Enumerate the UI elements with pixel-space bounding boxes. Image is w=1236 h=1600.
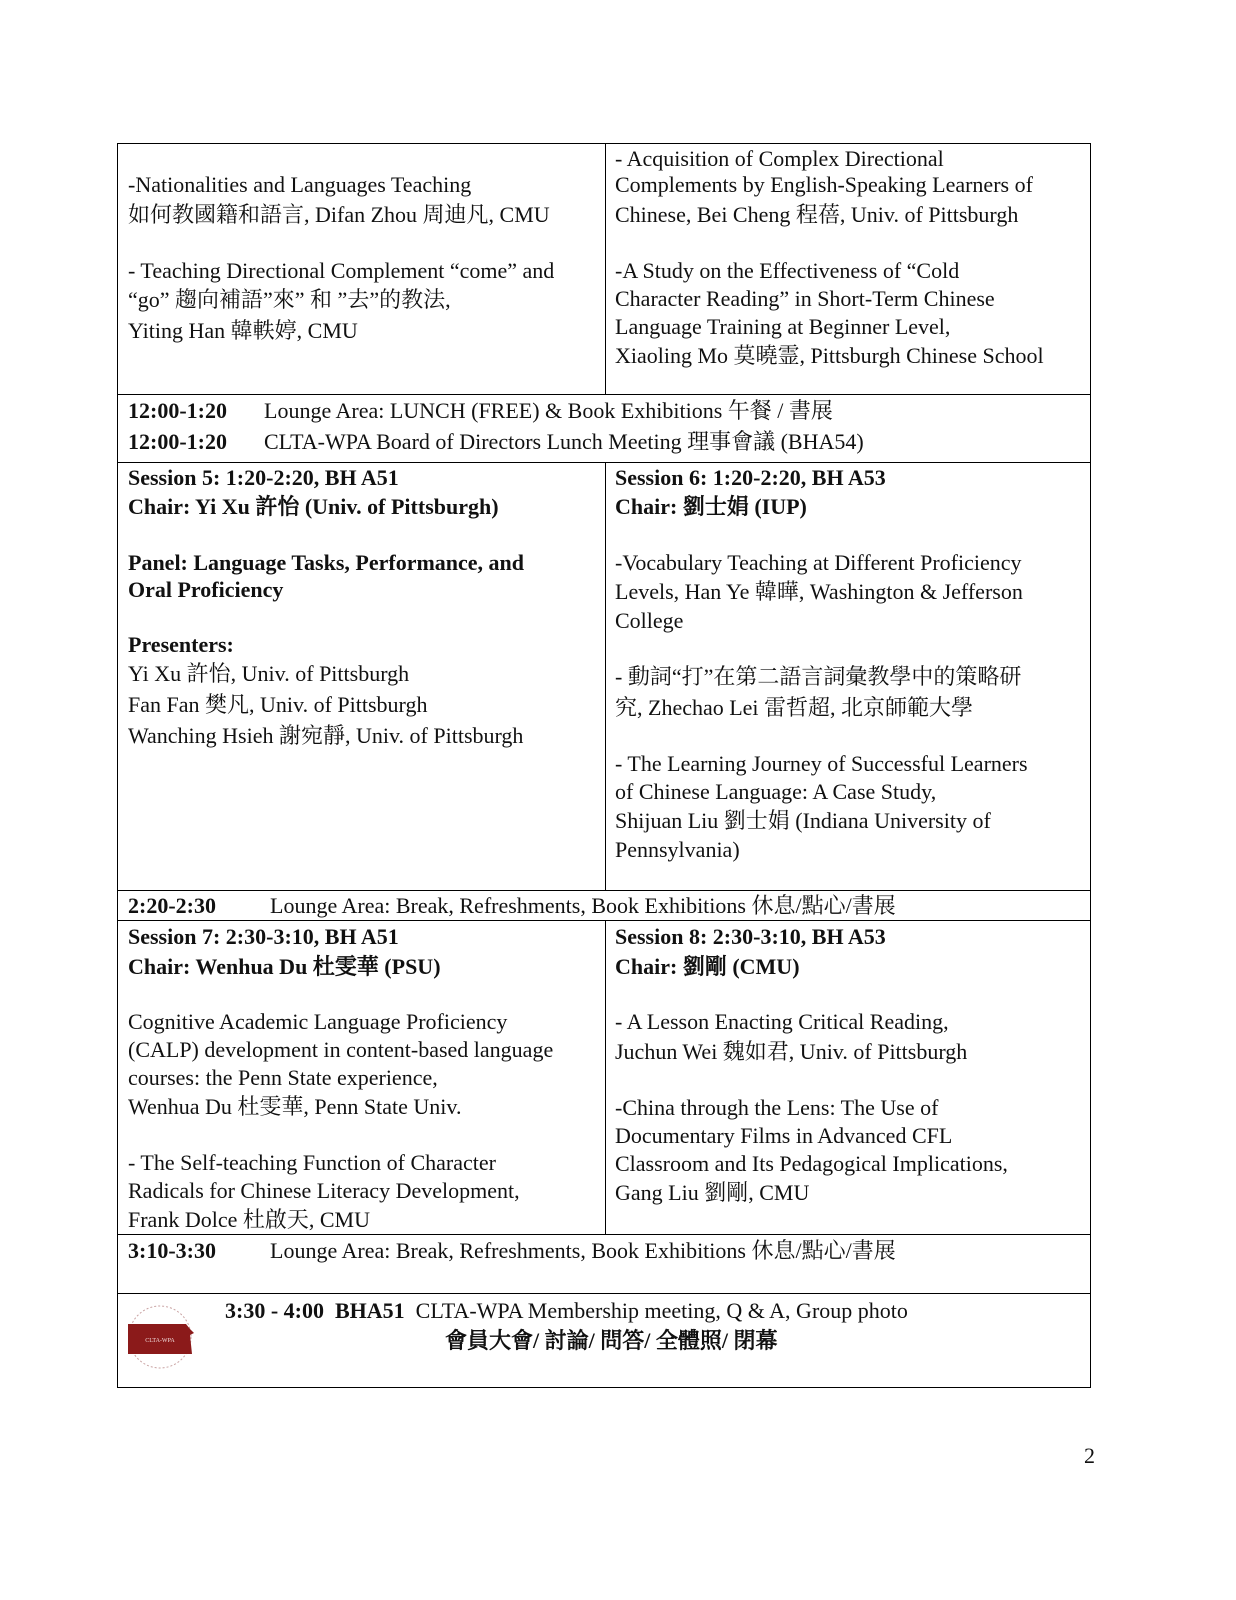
break-row (128, 892, 896, 920)
talk-title: - The Self-teaching Function of Character (128, 1150, 496, 1175)
talk-title: Character Reading” in Short-Term Chinese (615, 286, 995, 311)
talk-title: -China through the Lens: The Use of (615, 1095, 939, 1120)
talk-presenter: Wenhua Du 杜雯華, Penn State Univ. (128, 1094, 462, 1119)
panel-title: Oral Proficiency (128, 577, 284, 602)
talk-title: “go” 趨向補語”來” 和 ”去”的教法, (128, 287, 451, 312)
talk-presenter: Levels, Han Ye 韓曄, Washington & Jefferson (615, 579, 1023, 604)
session-chair: Chair: Wenhua Du 杜雯華 (PSU) (128, 954, 441, 979)
time-label: 3:30 - 4:00 (225, 1298, 324, 1323)
talk-presenter: Yiting Han 韓軼婷, CMU (128, 318, 358, 343)
talk-title: of Chinese Language: A Case Study, (615, 779, 937, 804)
event-text: Lounge Area: Break, Refreshments, Book Exhibitions 休息/點心/書展 (270, 1238, 896, 1263)
session-title: Session 7: 2:30-3:10, BH A51 (128, 924, 399, 949)
talk-presenter: 如何教國籍和語言, Difan Zhou 周迪凡, CMU (128, 202, 550, 227)
session-title: Session 8: 2:30-3:10, BH A53 (615, 924, 886, 949)
talk-title: - The Learning Journey of Successful Learners (615, 751, 1028, 776)
time-label: 2:20-2:30 (128, 893, 216, 918)
talk-title: - A Lesson Enacting Critical Reading, (615, 1009, 949, 1034)
page-number: 2 (1084, 1443, 1095, 1468)
column-divider (605, 144, 606, 394)
talk-presenter: Gang Liu 劉剛, CMU (615, 1180, 810, 1205)
session-title: Session 5: 1:20-2:20, BH A51 (128, 465, 399, 490)
talk-presenter: Juchun Wei 魏如君, Univ. of Pittsburgh (615, 1039, 968, 1064)
column-divider (605, 462, 606, 890)
row-divider (118, 394, 1090, 395)
clta-wpa-logo (120, 1304, 200, 1370)
talk-presenter: 究, Zhechao Lei 雷哲超, 北京師範大學 (615, 695, 974, 720)
presenters-label: Presenters: (128, 632, 234, 657)
row-divider (118, 1234, 1090, 1235)
schedule-table (117, 143, 1091, 1388)
talk-title: Complements by English-Speaking Learners of (615, 172, 1033, 197)
talk-presenter: Pennsylvania) (615, 837, 740, 862)
talk-title: courses: the Penn State experience, (128, 1065, 438, 1090)
closing-chinese: 會員大會/ 討論/ 問答/ 全體照/ 閉幕 (445, 1328, 778, 1353)
talk-title: (CALP) development in content-based language (128, 1037, 554, 1062)
row-divider (118, 920, 1090, 921)
event-text: Lounge Area: LUNCH (FREE) & Book Exhibitions 午餐 / 書展 (264, 398, 833, 423)
column-divider (605, 920, 606, 1234)
talk-title: Classroom and Its Pedagogical Implications, (615, 1151, 1008, 1176)
event-text: CLTA-WPA Board of Directors Lunch Meeting 理事會議 (BHA54) (264, 429, 864, 454)
presenter: Fan Fan 樊凡, Univ. of Pittsburgh (128, 692, 428, 717)
closing-event (225, 1297, 908, 1325)
talk-presenter: Xiaoling Mo 莫曉霊, Pittsburgh Chinese School (615, 343, 1044, 368)
event-text: Lounge Area: Break, Refreshments, Book Exhibitions 休息/點心/書展 (270, 893, 896, 918)
talk-presenter: Chinese, Bei Cheng 程蓓, Univ. of Pittsburgh (615, 202, 1019, 227)
talk-title: -Vocabulary Teaching at Different Proficiency (615, 550, 1022, 575)
talk-title: Language Training at Beginner Level, (615, 314, 951, 339)
talk-title: Cognitive Academic Language Proficiency (128, 1009, 508, 1034)
session-chair: Chair: 劉士娟 (IUP) (615, 494, 807, 519)
talk-title: Radicals for Chinese Literacy Development, (128, 1178, 520, 1203)
time-label: 12:00-1:20 (128, 429, 227, 454)
time-label: 3:10-3:30 (128, 1238, 216, 1263)
break-row (128, 1237, 896, 1265)
time-label: 12:00-1:20 (128, 398, 227, 423)
presenter: Wanching Hsieh 謝宛靜, Univ. of Pittsburgh (128, 723, 524, 748)
row-divider (118, 890, 1090, 891)
session-title: Session 6: 1:20-2:20, BH A53 (615, 465, 886, 490)
presenter: Yi Xu 許怡, Univ. of Pittsburgh (128, 661, 410, 686)
talk-presenter: Shijuan Liu 劉士娟 (Indiana University of (615, 808, 991, 833)
talk-title: - 動詞“打”在第二語言詞彙教學中的策略研 (615, 664, 1022, 689)
talk-title: -A Study on the Effectiveness of “Cold (615, 258, 960, 283)
talk-title: -Nationalities and Languages Teaching (128, 172, 472, 197)
session-chair: Chair: 劉剛 (CMU) (615, 954, 800, 979)
session-chair: Chair: Yi Xu 許怡 (Univ. of Pittsburgh) (128, 494, 499, 519)
event-text: CLTA-WPA Membership meeting, Q & A, Group photo (415, 1298, 908, 1323)
talk-presenter: Frank Dolce 杜啟天, CMU (128, 1207, 370, 1232)
panel-title: Panel: Language Tasks, Performance, and (128, 550, 525, 575)
row-divider (118, 1293, 1090, 1294)
talk-title: Documentary Films in Advanced CFL (615, 1123, 953, 1148)
talk-title: - Teaching Directional Complement “come” and (128, 258, 555, 283)
talk-title: - Acquisition of Complex Directional (615, 146, 944, 171)
room-label: BHA51 (334, 1298, 405, 1323)
row-divider (118, 462, 1090, 463)
talk-presenter: College (615, 608, 684, 633)
logo-label: CLTA-WPA (145, 1338, 175, 1344)
